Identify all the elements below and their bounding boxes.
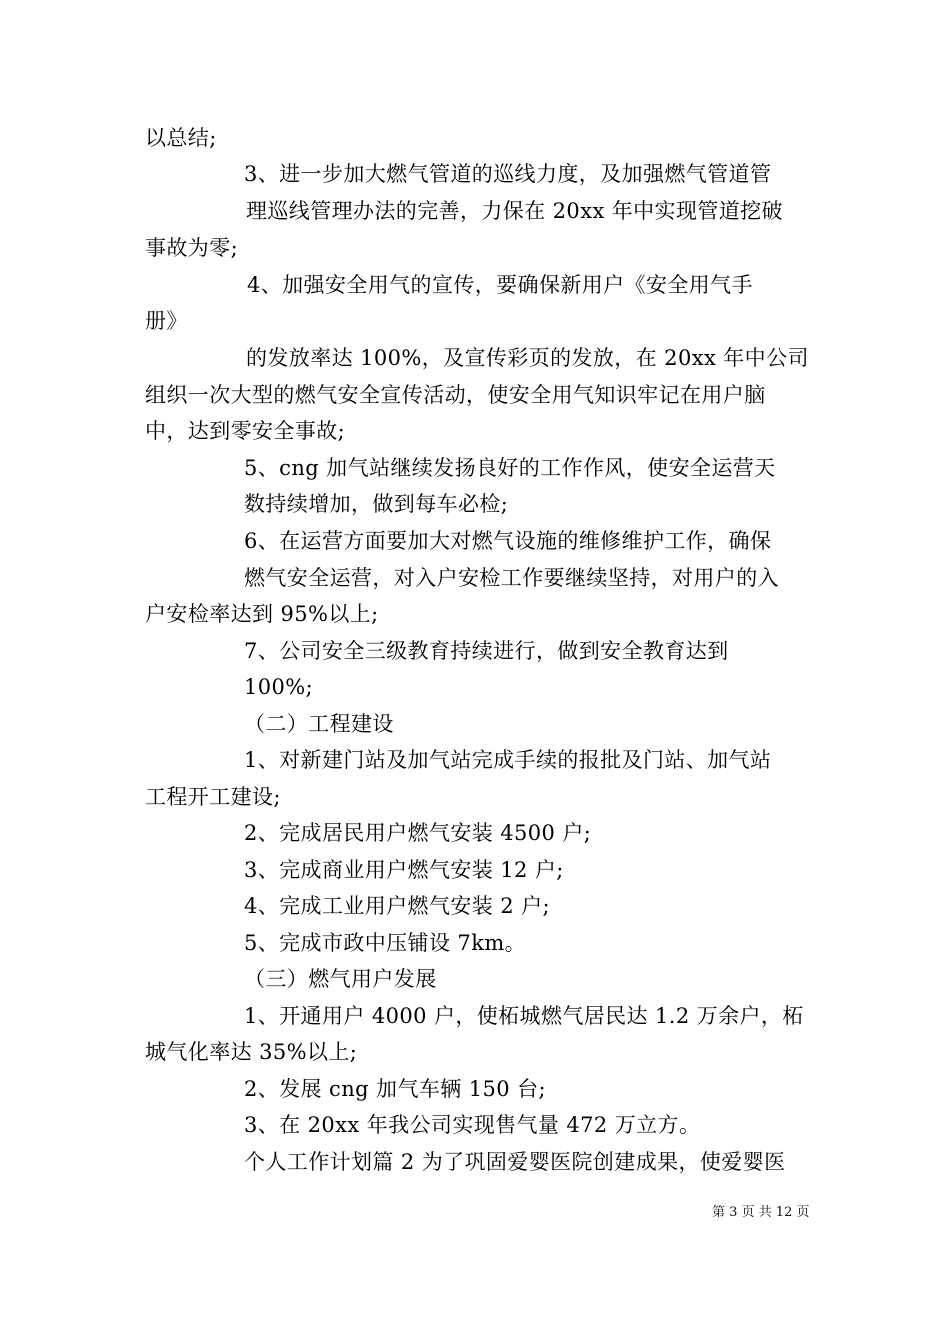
text-line-12: 6、在运营方面要加大对燃气设施的维修维护工作，确保 [244, 529, 772, 553]
text-line-20: 2、完成居民用户燃气安装 4500 户; [244, 821, 592, 845]
text-line-19: 工程开工建设; [145, 785, 281, 809]
text-line-14: 户安检率达到 95%以上; [145, 602, 379, 626]
page-number: 第 3 页 共 12 页 [712, 1205, 810, 1220]
text-line-8: 组织一次大型的燃气安全宣传活动，使安全用气知识牢记在用户脑 [145, 383, 766, 407]
text-line-7: 的发放率达 100%，及宣传彩页的发放，在 20xx 年中公司 [246, 346, 809, 370]
text-line-25: 1、开通用户 4000 户，使柘城燃气居民达 1.2 万余户，柘 [244, 1004, 804, 1028]
text-line-4: 事故为零; [145, 236, 239, 260]
text-line-1: 以总结; [145, 126, 217, 150]
text-line-3: 理巡线管理办法的完善，力保在 20xx 年中实现管道挖破 [246, 199, 783, 223]
text-line-9: 中，达到零安全事故; [145, 419, 346, 443]
text-line-15: 7、公司安全三级教育持续进行，做到安全教育达到 [244, 639, 729, 663]
text-line-26: 城气化率达 35%以上; [145, 1040, 358, 1064]
text-line-18: 1、对新建门站及加气站完成手续的报批及门站、加气站 [244, 748, 772, 772]
text-line-29: 个人工作计划篇 2 为了巩固爱婴医院创建成果，使爱婴医 [244, 1150, 786, 1174]
text-line-10: 5、cng 加气站继续发扬良好的工作作风，使安全运营天 [244, 456, 776, 480]
text-line-23: 5、完成市政中压铺设 7km。 [244, 931, 527, 955]
text-line-16: 100%; [244, 675, 314, 699]
text-line-27: 2、发展 cng 加气车辆 150 台; [244, 1077, 546, 1101]
section-heading-2: （二）工程建设 [244, 712, 394, 736]
section-heading-3: （三）燃气用户发展 [244, 967, 437, 991]
text-line-21: 3、完成商业用户燃气安装 12 户; [244, 858, 564, 882]
text-line-22: 4、完成工业用户燃气安装 2 户; [244, 894, 550, 918]
text-line-11: 数持续增加，做到每车必检; [244, 492, 509, 516]
text-line-6: 册》 [145, 309, 188, 333]
text-line-5: 4、加强安全用气的宣传，要确保新用户《安全用气手 [247, 273, 753, 297]
text-line-2: 3、进一步加大燃气管道的巡线力度，及加强燃气管道管 [244, 162, 772, 186]
text-line-13: 燃气安全运营，对入户安检工作要继续坚持，对用户的入 [244, 566, 779, 590]
text-line-28: 3、在 20xx 年我公司实现售气量 472 万立方。 [244, 1113, 701, 1137]
